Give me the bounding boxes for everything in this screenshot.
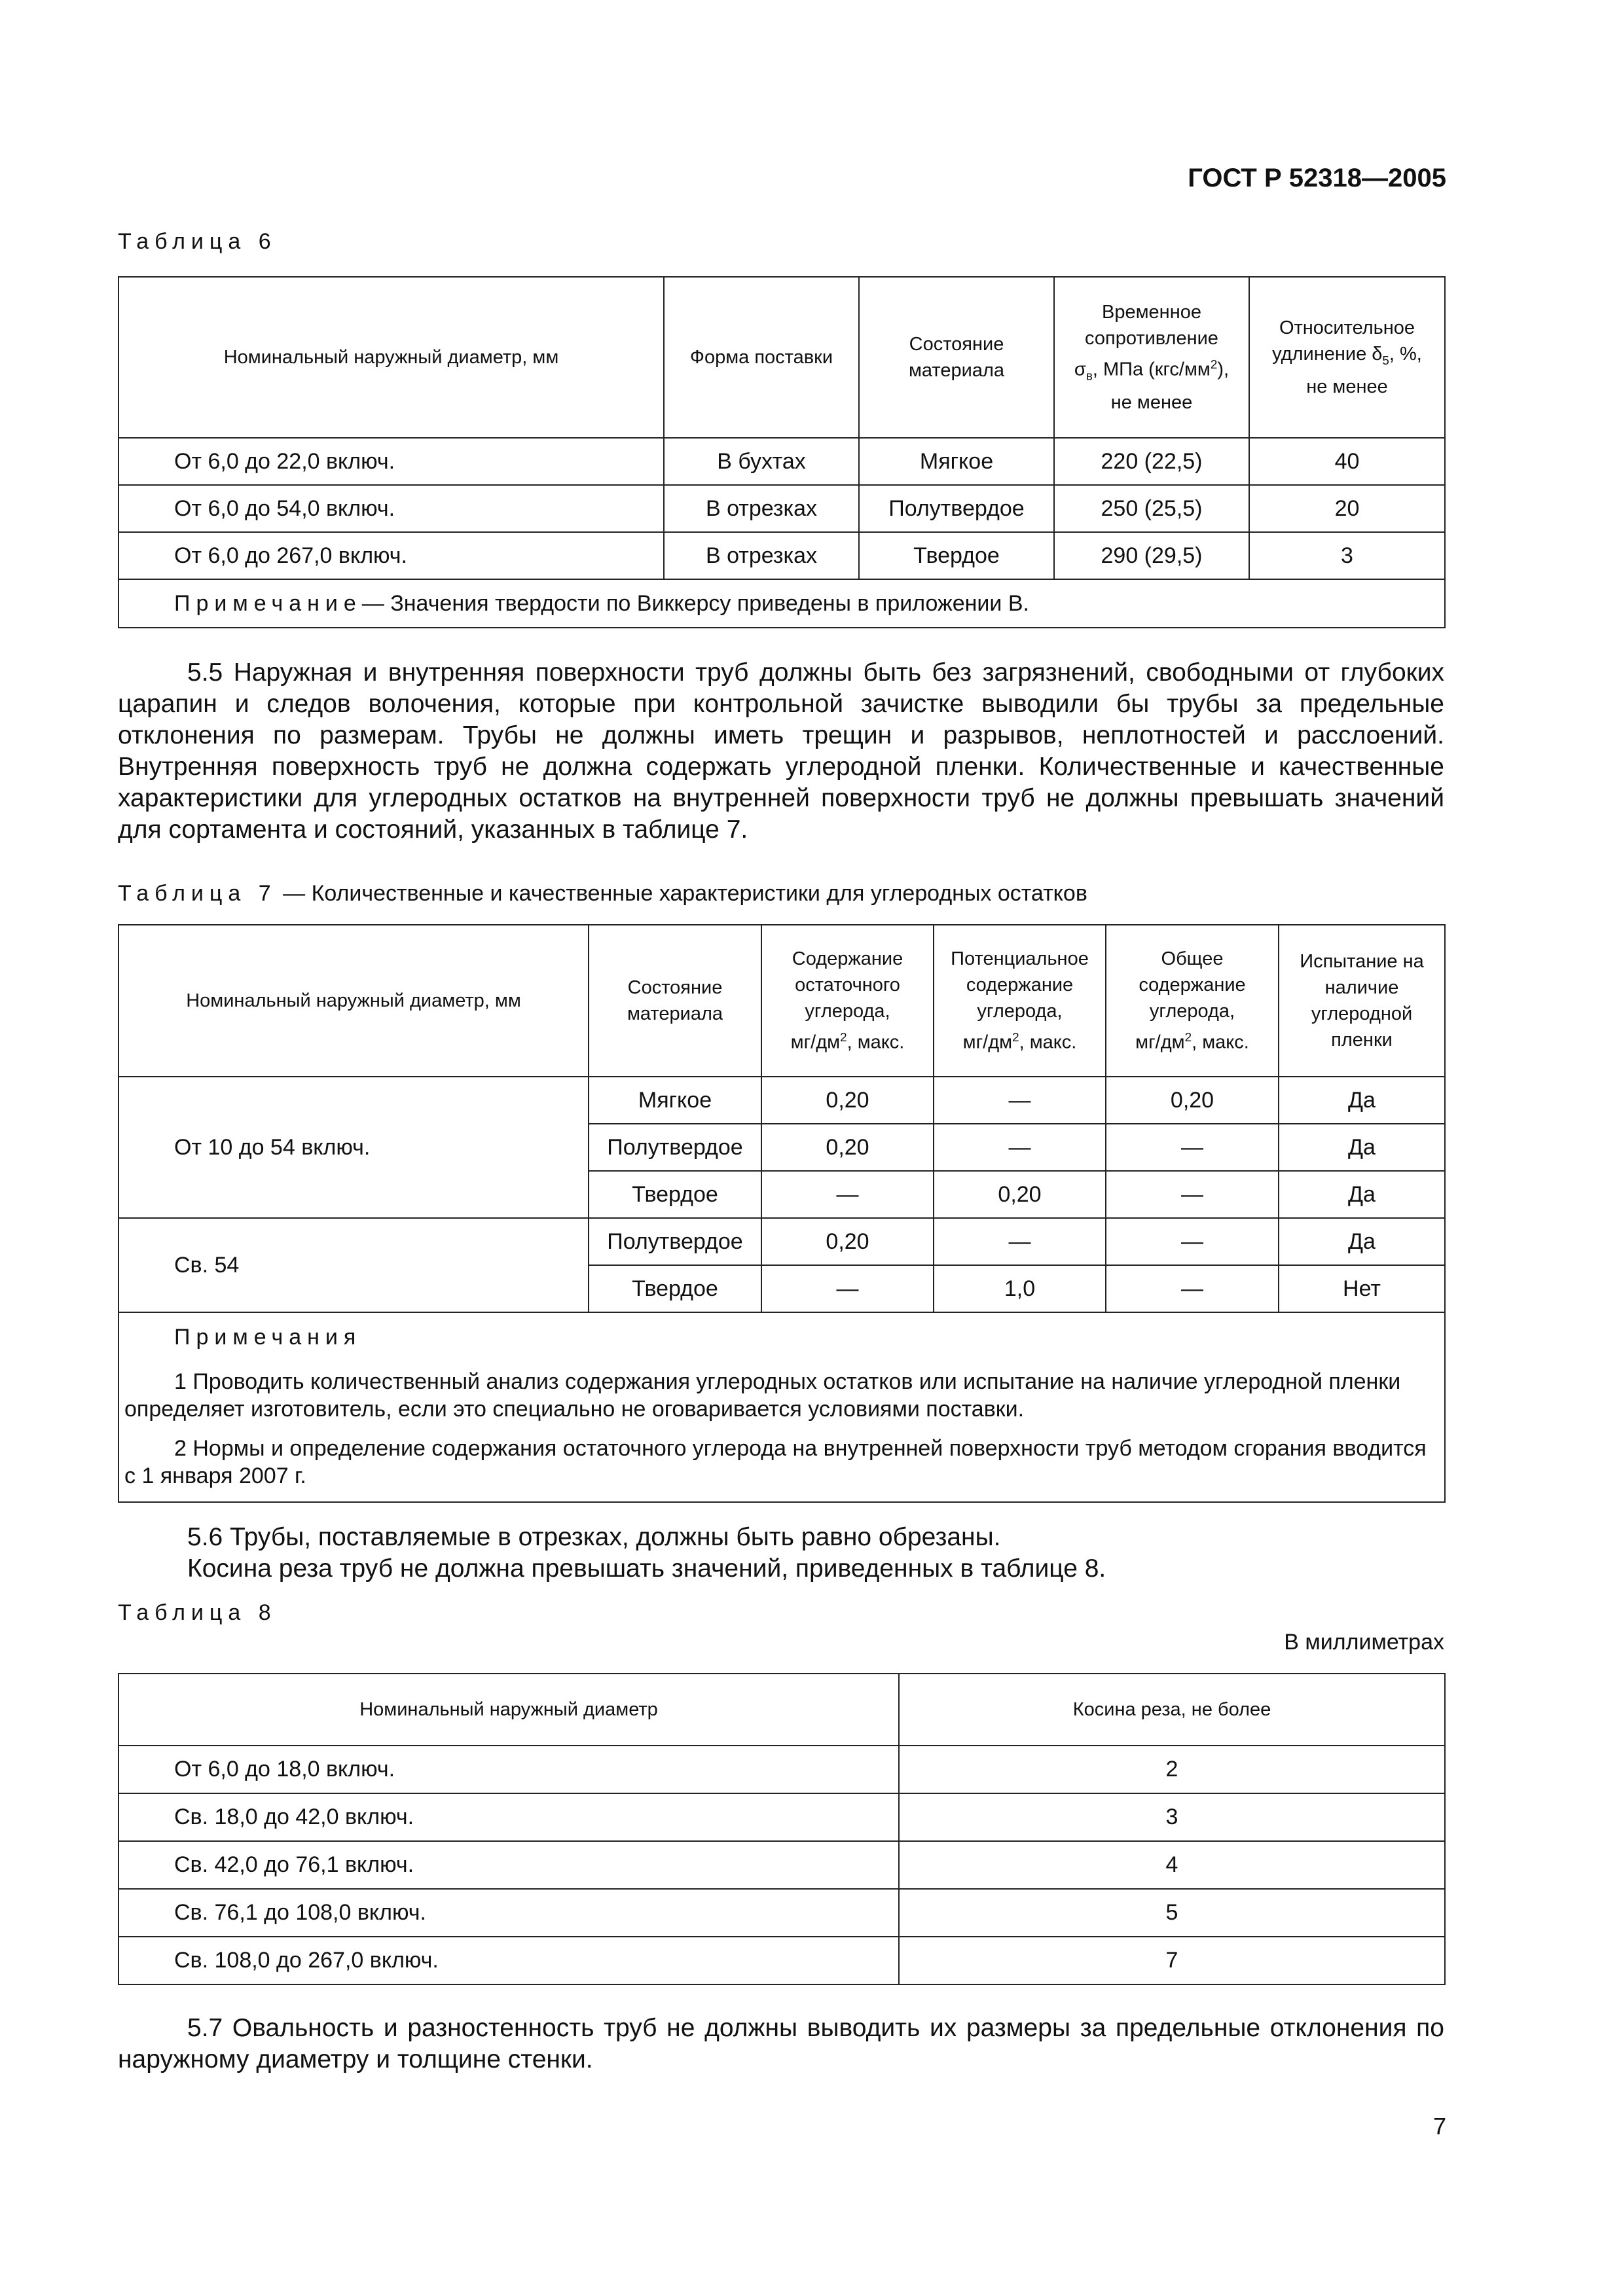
table8-header-bevel: Косина реза, не более — [899, 1674, 1445, 1746]
table8-header-diameter: Номинальный наружный диаметр — [119, 1674, 899, 1746]
table-row: Св. 42,0 до 76,1 включ. 4 — [119, 1841, 1445, 1889]
paragraph-5-7: 5.7 Овальность и разностенность труб не должны выводить их размеры за предельные отклонения по наружному диаметру и толщине стенки. — [118, 2014, 1444, 2073]
table6-header-diameter: Номинальный наружный диаметр, мм — [119, 277, 664, 438]
table6-header-row — [119, 277, 1445, 438]
table7-note-1: 1 Проводить количественный анализ содержания углеродных остатков или испытание на наличие углеродной пленки определяет изготовитель, если это специально не оговаривается условиями поставки. — [124, 1369, 1401, 1422]
table6-header-form: Форма поставки — [664, 277, 859, 438]
paragraph-5-5: 5.5 Наружная и внутренняя поверхности труб должны быть без загрязнений, свободными от глубоких царапин и следов волочения, которые при контрольной зачистке выводили бы трубы за предельные отклонения по размерам. Трубы не должны иметь трещин и разрывов, неплотностей и расслоений. Внутренняя поверхность труб не должна содержать углеродной пленки. Количественные и качественные характеристики для углеродных остатков на внутренней поверхности труб не должны превышать значений для сортамента и состояний, указанных в таблице 7. — [118, 658, 1444, 844]
table8-header-row — [119, 1674, 1445, 1746]
table-row: От 6,0 до 22,0 включ. В бухтах Мягкое 220 (22,5) 40 — [119, 438, 1445, 485]
table7-group2-diameter: Св. 54 — [119, 1218, 589, 1312]
table7-notes: Примечания 1 Проводить количественный анализ содержания углеродных остатков или испытание на наличие углеродной пленки определяет изготовитель, если это специально не оговаривается условиями поставки. 2 Нормы и определение содержания остаточного углерода на внутренней поверхности труб методом сгорания вводится с 1 января 2007 г. — [119, 1312, 1445, 1502]
paragraph-5-6a: 5.6 Трубы, поставляемые в отрезках, должны быть равно обрезаны. — [187, 1523, 1001, 1551]
table-row: Св. 108,0 до 267,0 включ. 7 — [119, 1937, 1445, 1984]
table-row: Св. 18,0 до 42,0 включ. 3 — [119, 1793, 1445, 1841]
table8-units: В миллиметрах — [1284, 1630, 1444, 1655]
paragraph-5-6b: Косина реза труб не должна превышать значений, приведенных в таблице 8. — [187, 1554, 1106, 1583]
table7-note-2: 2 Нормы и определение содержания остаточного углерода на внутренней поверхности труб методом сгорания вводится с 1 января 2007 г. — [124, 1436, 1427, 1488]
table-row: От 6,0 до 267,0 включ. В отрезках Твердое 290 (29,5) 3 — [119, 532, 1445, 579]
table7-header-total-carbon: Общее содержание углерода, $мг/дм^2$, макс. — [1106, 925, 1279, 1077]
table6-header-state: Состояние материала — [859, 277, 1054, 438]
table8 — [118, 1673, 1446, 1985]
table6 — [118, 276, 1446, 628]
table-row: От 10 до 54 включ. Мягкое 0,20 — 0,20 Да — [119, 1077, 1445, 1124]
table7-notes-row — [119, 1312, 1445, 1502]
table-row: Полутвердое 0,20 — — Да — [119, 1124, 1445, 1171]
table7 — [118, 924, 1446, 1503]
table7-header-row — [119, 925, 1445, 1077]
table-row: Св. 54 Полутвердое 0,20 — — Да — [119, 1218, 1445, 1265]
table7-header-film-test: Испытание на наличие углеродной пленки — [1279, 925, 1445, 1077]
table-row: Твердое — 0,20 — Да — [119, 1171, 1445, 1218]
table6-header-elongation: Относительное удлинение $\delta_5$, %, не менее — [1249, 277, 1445, 438]
table7-header-diameter: Номинальный наружный диаметр, мм — [119, 925, 589, 1077]
table6-label: Таблица 6 — [118, 229, 277, 254]
table7-group1-diameter: От 10 до 54 включ. — [119, 1077, 589, 1218]
table7-header-potential-carbon: Потенциальное содержание углерода, $мг/дм^2$, макс. — [934, 925, 1106, 1077]
table-row: Твердое — 1,0 — Нет — [119, 1265, 1445, 1312]
table6-note: Примечание— Значения твердости по Виккерсу приведены в приложении В. — [119, 579, 1445, 628]
table6-note-row — [119, 579, 1445, 628]
table7-header-residual-carbon: Содержание остаточного углерода, $мг/дм^2$, макс. — [761, 925, 934, 1077]
table-row: От 6,0 до 18,0 включ. 2 — [119, 1746, 1445, 1793]
table8-label: Таблица 8 — [118, 1600, 277, 1625]
table6-header-strength: Временное сопротивление $\sigma_в$, МПа $(кгс/мм^2)$, не менее — [1054, 277, 1249, 438]
table7-label: Таблица 7 — Количественные и качественные характеристики для углеродных остатков — [118, 881, 1087, 906]
table-row: Св. 76,1 до 108,0 включ. 5 — [119, 1889, 1445, 1937]
document-id: ГОСТ Р 52318—2005 — [1188, 164, 1446, 192]
table-row: От 6,0 до 54,0 включ. В отрезках Полутвердое 250 (25,5) 20 — [119, 485, 1445, 532]
table7-header-state: Состояние материала — [589, 925, 761, 1077]
page-number: 7 — [1432, 2113, 1446, 2140]
